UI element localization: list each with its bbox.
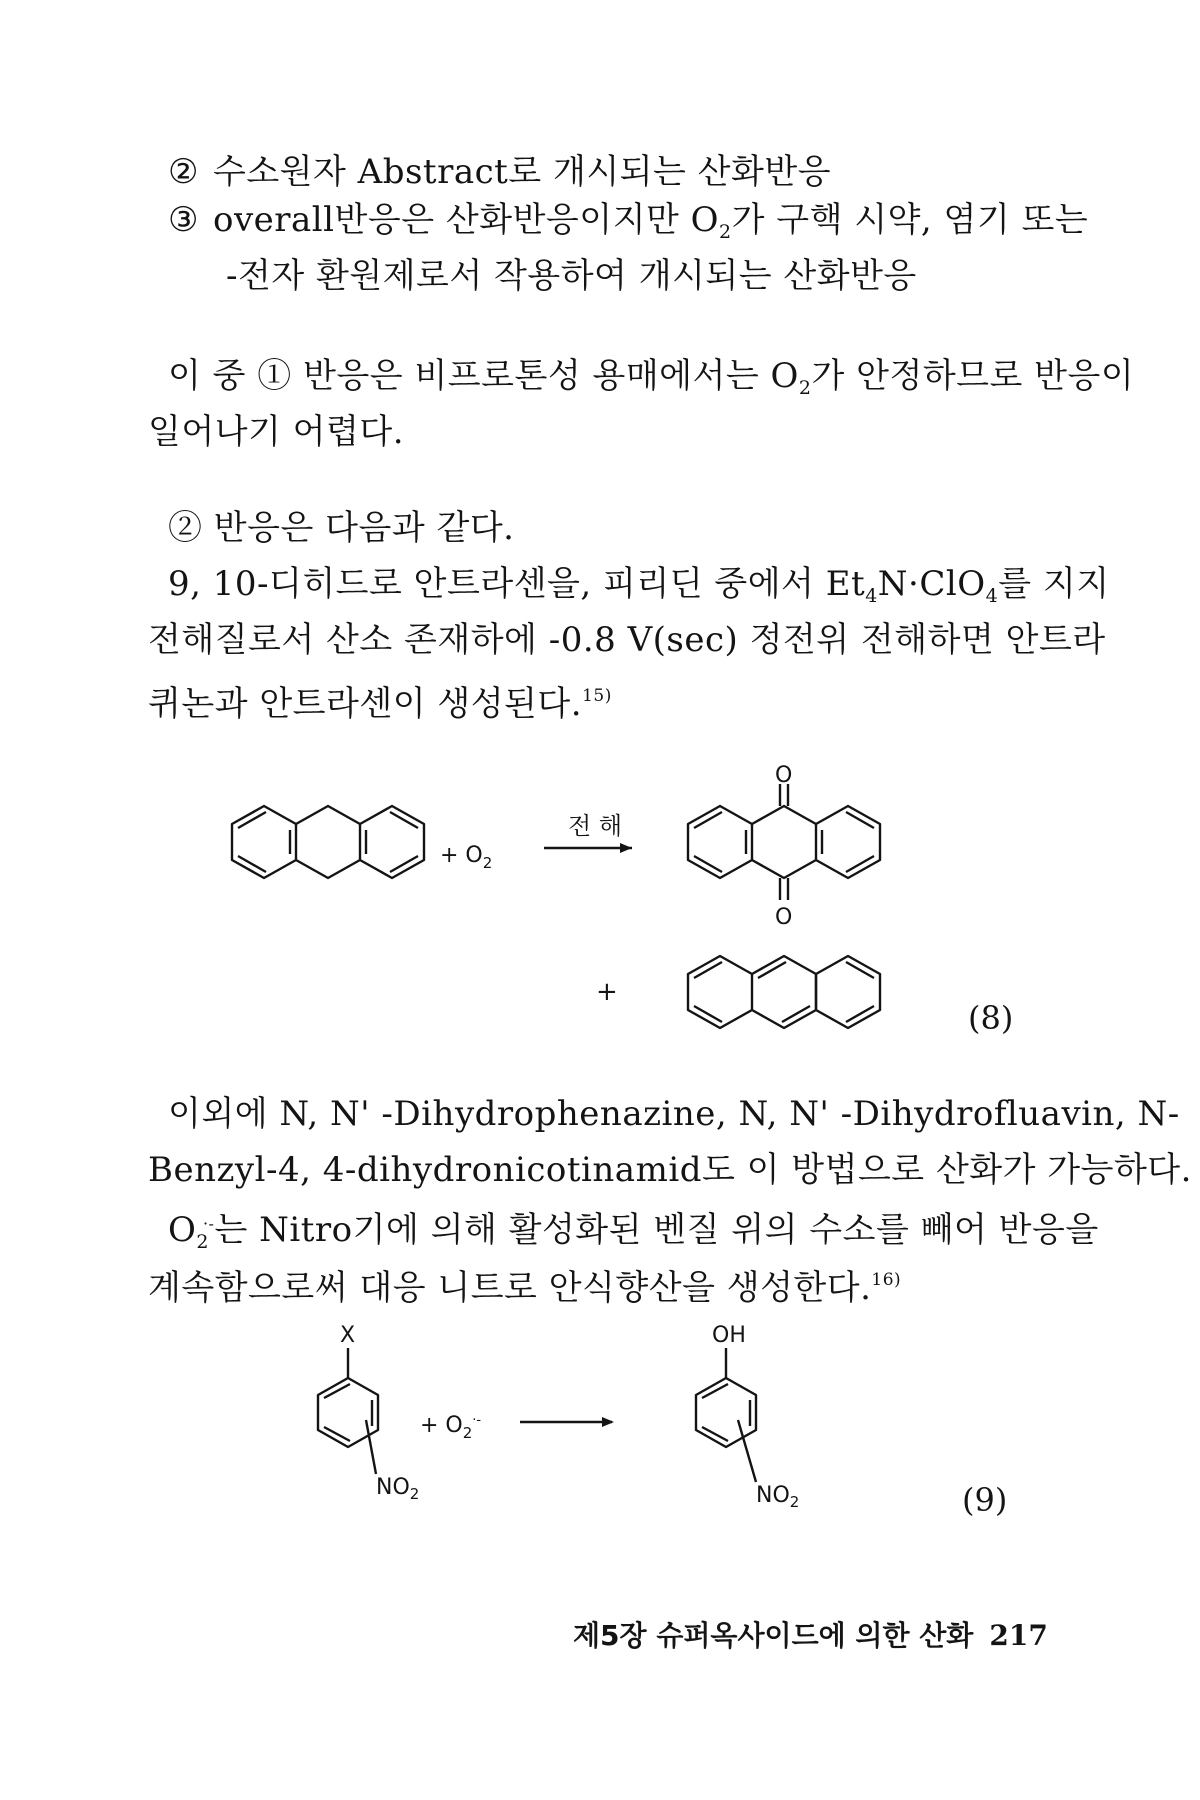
plus-sign: + xyxy=(596,977,618,1007)
page-number: 217 xyxy=(989,1619,1048,1652)
equation-number-9: (9) xyxy=(962,1481,1008,1519)
nitro-label-left: $NO_2$ xyxy=(376,1475,420,1503)
subscript: 2 xyxy=(798,377,812,399)
circled-number-2: ② xyxy=(168,152,199,192)
list-item-3-text-b: 가 구핵 시약, 염기 또는 xyxy=(731,200,1089,240)
benzene-ring-right xyxy=(696,1378,756,1447)
circled-number-3: ③ xyxy=(168,200,199,240)
nitro-label-right: $NO_2$ xyxy=(756,1483,800,1511)
chapter-title: 제5장 슈퍼옥사이드에 의한 산화 xyxy=(573,1619,974,1652)
oh-label: OH xyxy=(712,1323,746,1348)
paragraph-3-line-1: 이외에 N, N' -Dihydrophenazine, N, N' -Dihydrofluavin, N- xyxy=(168,1094,1180,1134)
plus-superoxide-label: + $O_2^{\cdot-}$ xyxy=(420,1413,482,1442)
list-item-3-continuation: -전자 환원제로서 작용하여 개시되는 산화반응 xyxy=(226,256,917,296)
list-item-2-text: 수소원자 Abstract로 개시되는 산화반응 xyxy=(212,152,832,192)
superoxide-o: O xyxy=(168,1210,197,1250)
paragraph-2-text-d: 퀴논과 안트라센이 생성된다. xyxy=(148,684,583,724)
subscript: 2 xyxy=(718,221,732,243)
nitro-bond-left xyxy=(366,1420,376,1474)
nitro-bond-right xyxy=(738,1420,756,1482)
paragraph-2-text-c: 를 지지 xyxy=(998,564,1110,604)
paragraph-2-text-b: N·ClO xyxy=(877,564,986,604)
paragraph-1-text-b: 가 안정하므로 반응이 xyxy=(811,356,1135,396)
equation-number-8: (8) xyxy=(968,999,1014,1037)
subscript: 2 xyxy=(196,1231,209,1253)
subscript: 4 xyxy=(865,585,878,607)
paragraph-2-line-3: 전해질로서 산소 존재하에 -0.8 V(sec) 정전위 전해하면 안트라 xyxy=(148,620,1106,660)
list-item-3-text-a: overall반응은 산화반응이지만 O xyxy=(212,200,719,240)
reference-15: 15) xyxy=(582,686,612,706)
reference-16: 16) xyxy=(871,1270,902,1290)
paragraph-1-line-2: 일어나기 어렵다. xyxy=(148,412,405,452)
arrow-head xyxy=(602,1417,614,1427)
plus-o2-label: + $O_2$ xyxy=(440,843,493,872)
radical-anion-mark: ·- xyxy=(202,1214,215,1233)
paragraph-2-text-a: 9, 10-디히드로 안트라센을, 피리딘 중에서 Et xyxy=(168,564,866,604)
electrolysis-label: 전 해 xyxy=(568,812,622,840)
paragraph-3-line-2: Benzyl-4, 4-dihydronicotinamid도 이 방법으로 산화가 가능하다. xyxy=(148,1150,1192,1190)
oxygen-top-label: O xyxy=(775,763,793,788)
oxygen-bottom-label: O xyxy=(775,905,793,930)
subscript: 4 xyxy=(985,585,999,607)
paragraph-1-text-a: 이 중 ① 반응은 비프로톤성 용매에서는 O xyxy=(168,356,799,396)
paragraph-2-line-1: ② 반응은 다음과 같다. xyxy=(168,508,515,548)
running-footer xyxy=(573,1614,1048,1654)
paragraph-3-text-b: 는 Nitro기에 의해 활성화된 벤질 위의 수소를 빼어 반응을 xyxy=(214,1210,1099,1250)
x-label: X xyxy=(340,1323,356,1348)
paragraph-3-text-c: 계속함으로써 대응 니트로 안식향산을 생성한다. xyxy=(148,1268,872,1308)
